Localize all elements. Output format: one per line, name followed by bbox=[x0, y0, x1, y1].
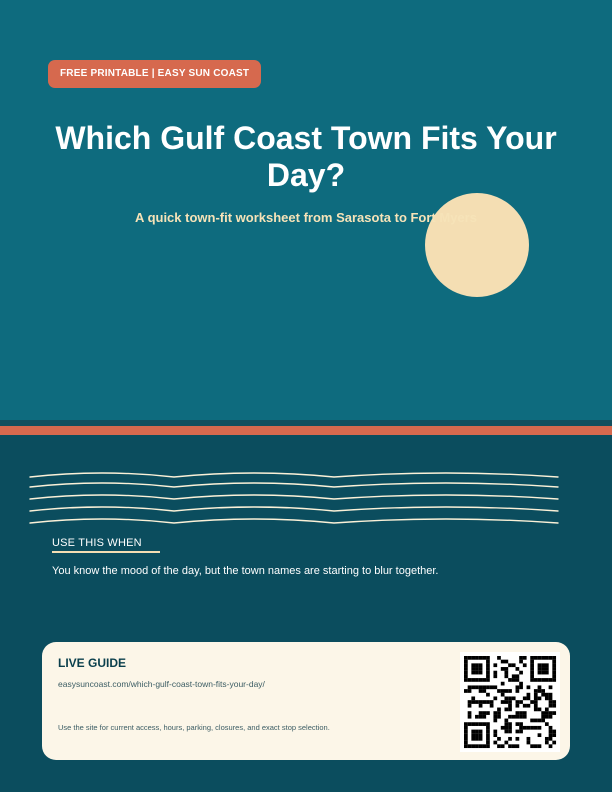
wave-pattern-icon bbox=[28, 465, 562, 540]
free-printable-badge: FREE PRINTABLE | EASY SUN COAST bbox=[48, 60, 261, 88]
section-underline bbox=[52, 551, 160, 553]
section-text: You know the mood of the day, but the town names are starting to blur together. bbox=[52, 565, 439, 577]
qr-code-icon bbox=[460, 652, 560, 752]
sun-icon bbox=[425, 193, 529, 297]
page-subtitle: A quick town-fit worksheet from Sarasota to Fort Myers bbox=[135, 210, 477, 225]
page-title: Which Gulf Coast Town Fits Your Day? bbox=[55, 120, 557, 193]
card-title: LIVE GUIDE bbox=[58, 656, 127, 670]
card-note: Use the site for current access, hours, parking, closures, and exact stop selection. bbox=[58, 723, 330, 732]
section-label: USE THIS WHEN bbox=[52, 537, 142, 549]
live-guide-card bbox=[42, 642, 570, 760]
guide-link[interactable]: easysuncoast.com/which-gulf-coast-town-fits-your-day/ bbox=[58, 679, 265, 689]
divider-stripe-coral bbox=[0, 426, 612, 435]
